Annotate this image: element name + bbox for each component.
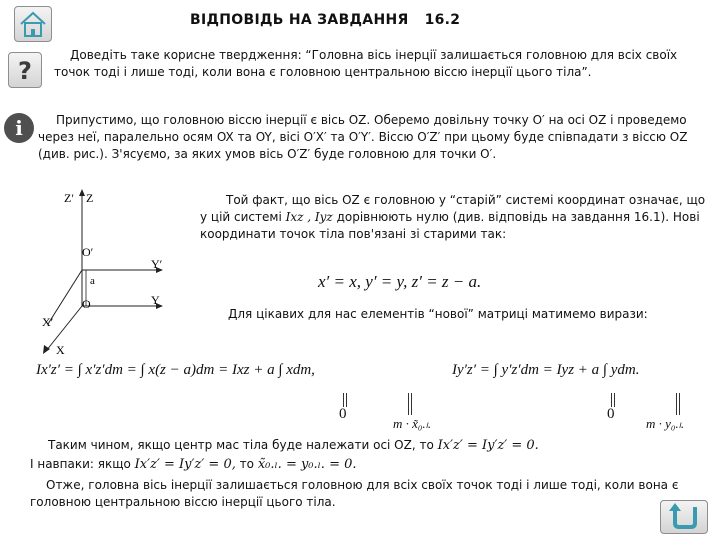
under-zero-1: 0 bbox=[339, 406, 347, 422]
underbrace-2 bbox=[408, 393, 409, 415]
underbrace-3 bbox=[611, 393, 612, 407]
conclusion-line-1 bbox=[36, 437, 708, 454]
label-y: Y bbox=[151, 293, 160, 307]
conclusion-line-2 bbox=[30, 456, 708, 473]
underbrace-4 bbox=[676, 393, 677, 415]
fact-text: Той факт, що вісь OZ є головною у “старій” системі координат означає, що у цій системі bbox=[200, 193, 706, 224]
home-icon bbox=[15, 7, 51, 41]
conclusion-text-3: то bbox=[239, 457, 255, 471]
under-zero-2: 0 bbox=[607, 406, 615, 422]
problem-statement: Доведіть таке корисне твердження: “Головна вісь інерції залишається головною для всіх своїх точок тоді і лише тоді, коли вона є головною центральною віссю інерції цього тіла”. bbox=[54, 48, 678, 79]
back-arrow-icon bbox=[661, 501, 707, 533]
label-o: O bbox=[82, 297, 91, 311]
back-button[interactable] bbox=[660, 500, 708, 534]
matrix-text: Для цікавих для нас елементів “нової” матриці матимемо вирази: bbox=[228, 307, 648, 321]
label-z-prime: Z′ bbox=[64, 191, 74, 205]
under-my: m · y₀.ₗ. bbox=[646, 416, 685, 431]
title-number: 16.2 bbox=[424, 12, 461, 28]
label-o-prime: O′ bbox=[82, 245, 94, 259]
label-z: Z bbox=[86, 191, 94, 205]
underbrace-1b bbox=[346, 393, 347, 407]
conclusion-eq-1: Ix′z′ = Iy′z′ = 0. bbox=[437, 438, 539, 453]
fact-end-text: дорівнюють нулю (див. відповідь на завдання 16.1). Нові координати точок тіла пов'язані зі старими так: bbox=[200, 210, 700, 241]
info-icon: i bbox=[15, 116, 23, 140]
page-title bbox=[190, 12, 460, 28]
home-button[interactable] bbox=[14, 6, 52, 42]
underbrace-4b bbox=[679, 393, 680, 415]
underbrace-1 bbox=[343, 393, 344, 407]
conclusion-eq-2: Ix′z′ = Iy′z′ = 0, bbox=[134, 457, 236, 472]
fact-symbols: Ixz , Iyz bbox=[285, 210, 333, 224]
label-x: X bbox=[56, 343, 65, 357]
coordinate-equations: x′ = x, y′ = y, z′ = z − a. bbox=[318, 272, 482, 291]
final-paragraph: Отже, головна вісь інерції залишається головною для всіх своїх точок тоді і лише тоді, коли вона є головною центральною віссю інерції цього тіла. bbox=[30, 478, 679, 509]
solution-intro: Припустимо, що головною віссю інерції є вісь OZ. Оберемо довільну точку O′ на осі OZ і проведемо через неї, паралельно осям OX та OY, вісі O′X′ та O′Y′. Віссю O′Z′ при цьому буде співпадати з віссю OZ (див. рис.). З'ясуємо, за яких умов вісь O′Z′ буде головною для точки O′. bbox=[38, 113, 688, 161]
conclusion-eq-3: x̃₀.ₗ. = y₀.ₗ. = 0. bbox=[257, 457, 357, 472]
info-button[interactable] bbox=[4, 113, 34, 143]
formula-right: Iy′z′ = ∫ y′z′dm = Iyz + a ∫ ydm. bbox=[452, 362, 640, 378]
label-y-prime: Y′ bbox=[151, 257, 163, 271]
label-x-prime: X′ bbox=[42, 315, 54, 329]
axes-figure bbox=[38, 186, 178, 358]
question-button[interactable] bbox=[8, 52, 42, 88]
underbrace-3b bbox=[614, 393, 615, 407]
conclusion-text-1: Таким чином, якщо центр мас тіла буде належати осі OZ, то bbox=[48, 438, 434, 452]
fact-paragraph bbox=[200, 192, 708, 243]
axis-x-arrow bbox=[43, 345, 50, 354]
conclusion-text-2: І навпаки: якщо bbox=[30, 457, 131, 471]
axis-z-arrow bbox=[79, 189, 85, 196]
underbrace-2b bbox=[411, 393, 412, 415]
label-a: a bbox=[90, 275, 95, 287]
under-mx: m · x̃₀.ₗ. bbox=[393, 416, 432, 431]
question-mark-icon: ? bbox=[18, 57, 32, 85]
title-text: ВІДПОВІДЬ НА ЗАВДАННЯ bbox=[190, 12, 409, 28]
formula-left: Ix′z′ = ∫ x′z′dm = ∫ x(z − a)dm = Ixz + a ∫ xdm, bbox=[36, 362, 315, 378]
